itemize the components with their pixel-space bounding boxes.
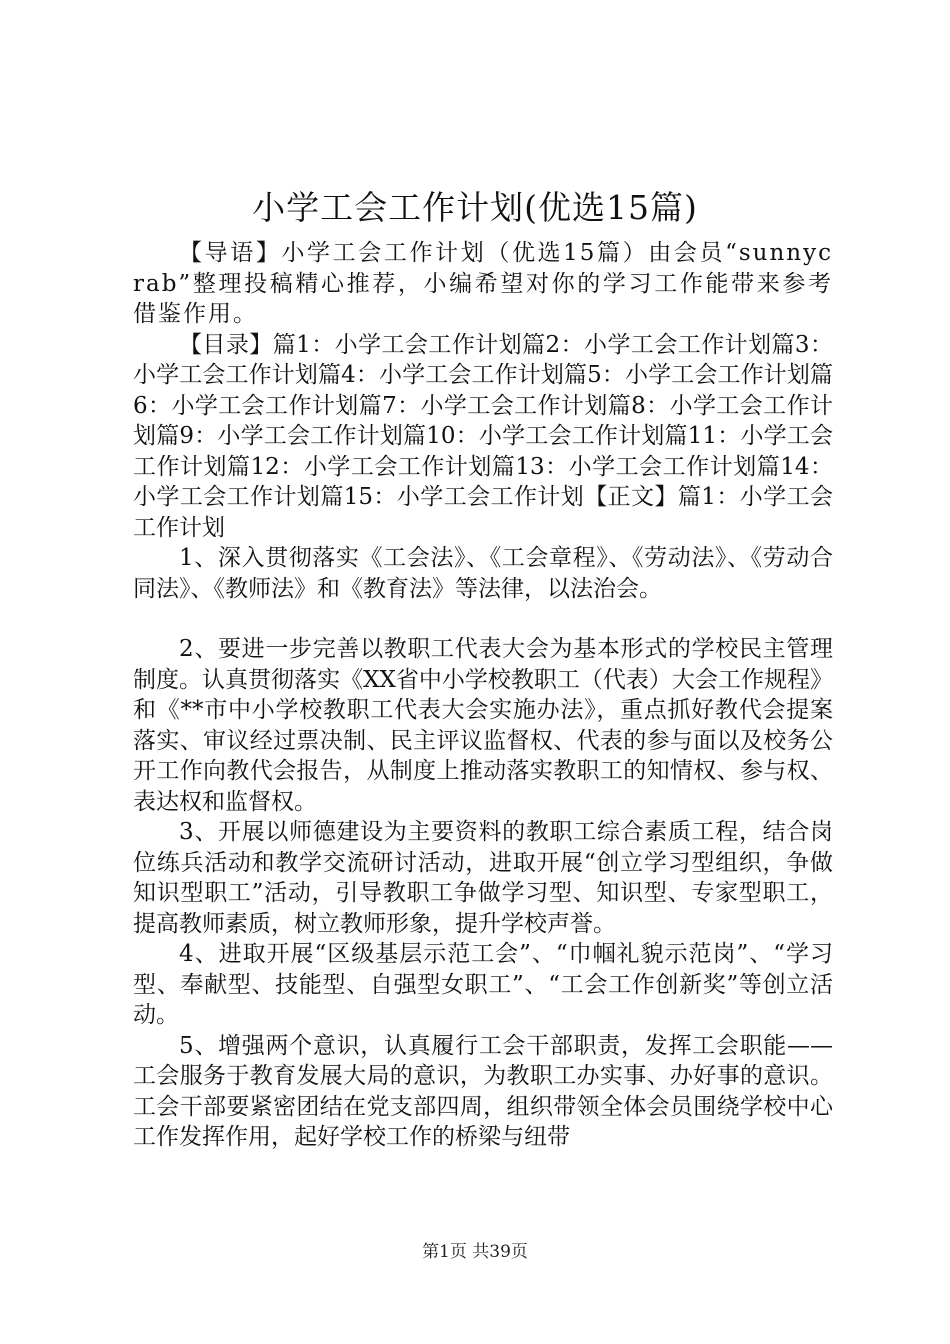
toc-paragraph: 【目录】篇1：小学工会工作计划篇2：小学工会工作计划篇3：小学工会工作计划篇4：小学工会工作计划篇5：小学工会工作计划篇6：小学工会工作计划篇7：小学工会工作计划篇8：小学工会工作计划篇9：小学工会工作计划篇10：小学工会工作计划篇11：小学工会工作计划篇12：小学工会工作计划篇13：小学工会工作计划篇14：小学工会工作计划篇15：小学工会工作计划【正文】篇1：小学工会工作计划: [133, 331, 833, 541]
body-paragraph: 2、要进一步完善以教职工代表大会为基本形式的学校民主管理制度。认真贯彻落实《XX省中小学校教职工（代表）大会工作规程》和《**市中小学校教职工代表大会实施办法》，重点抓好教代会提案落实、审议经过票决制、民主评议监督权、代表的参与面以及校务公开工作向教代会报告，从制度上推动落实教职工的知情权、参与权、表达权和监督权。: [133, 636, 833, 815]
body-paragraph: 3、开展以师德建设为主要资料的教职工综合素质工程，结合岗位练兵活动和教学交流研讨活动，进取开展“创立学习型组织，争做知识型职工”活动，引导教职工争做学习型、知识型、专家型职工，提高教师素质，树立教师形象，提升学校声誉。: [133, 819, 833, 937]
body-paragraph: 4、进取开展“区级基层示范工会”、“巾帼礼貌示范岗”、“学习型、奉献型、技能型、自强型女职工”、“工会工作创新奖”等创立活动。: [133, 941, 833, 1028]
document-body: [133, 238, 833, 1153]
body-paragraph: 5、增强两个意识，认真履行工会干部职责，发挥工会职能——工会服务于教育发展大局的意识，为教职工办实事、办好事的意识。工会干部要紧密团结在党支部四周，组织带领全体会员围绕学校中心工作发挥作用，起好学校工作的桥梁与纽带: [133, 1032, 833, 1150]
page-footer: 第1页 共39页: [422, 1242, 528, 1262]
body-paragraph: 1、深入贯彻落实《工会法》、《工会章程》、《劳动法》、《劳动合同法》、《教师法》和《教育法》等法律，以法治会。: [133, 545, 833, 602]
intro-paragraph: 【导语】小学工会工作计划（优选15篇）由会员“sunnycrab”整理投稿精心推荐，小编希望对你的学习工作能带来参考借鉴作用。: [133, 240, 833, 327]
document-title: 小学工会工作计划(优选15篇): [252, 188, 698, 227]
